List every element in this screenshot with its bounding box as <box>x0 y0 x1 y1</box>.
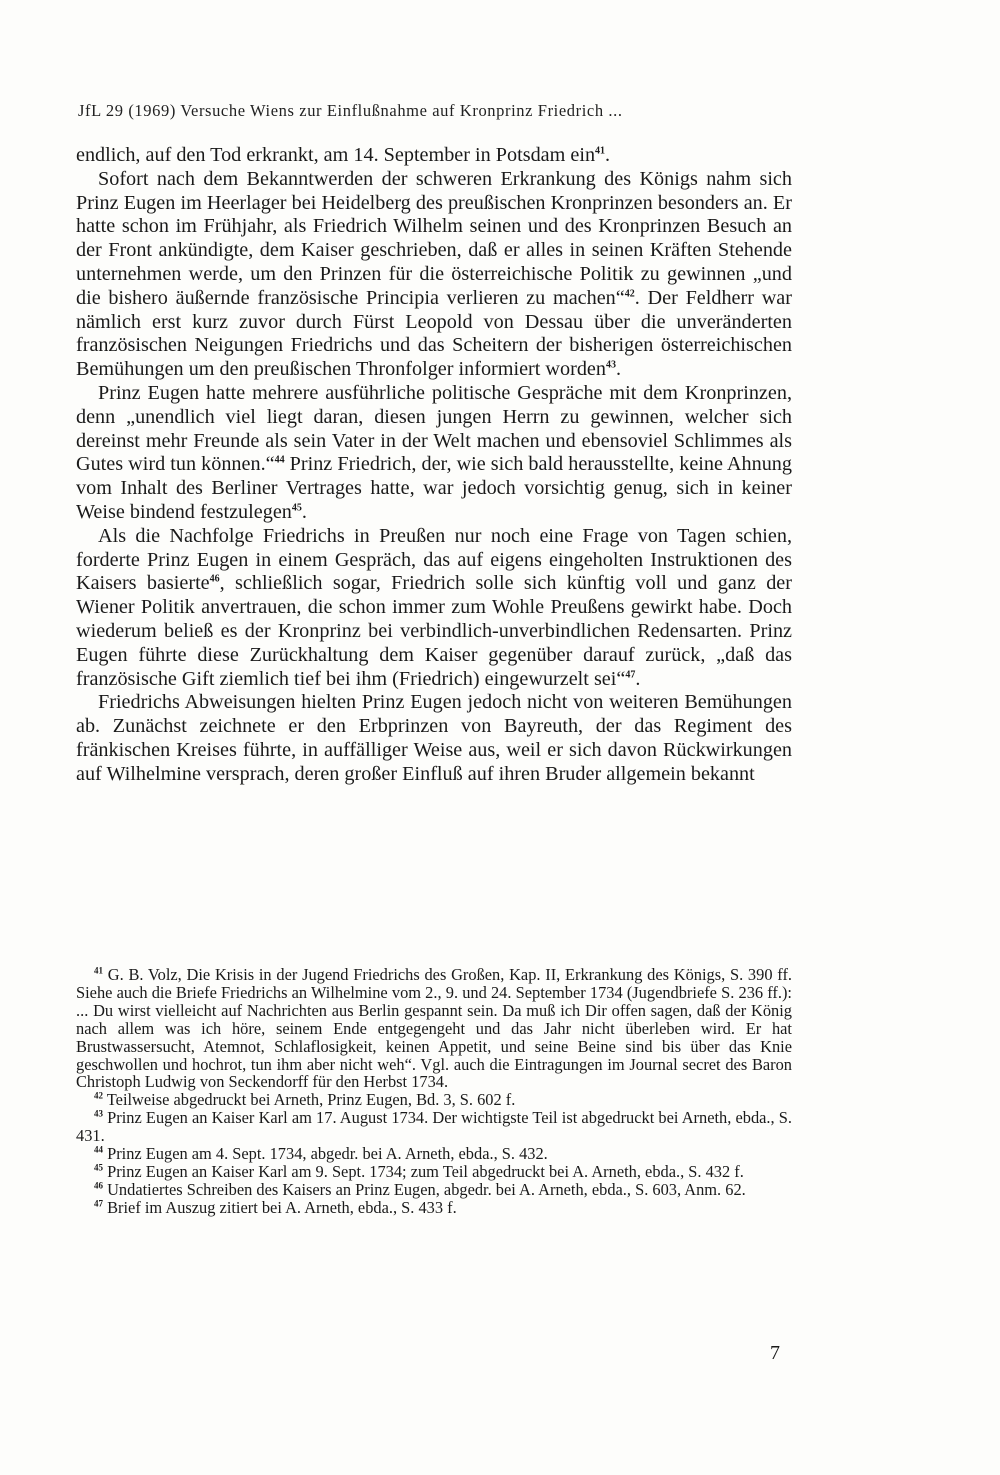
footnote-reference: 42 <box>624 288 635 300</box>
paragraph-text: Als die Nachfolge Friedrichs in Preußen nur noch eine Frage von Tagen schien, forderte Prinz Eugen in einem Gespräch, das auf eigens eingeholten Instruktionen des Kaisers basierte <box>76 524 792 595</box>
main-text <box>76 144 792 787</box>
footnote-number: 44 <box>94 1144 103 1155</box>
paragraph-text: Prinz Friedrich, der, wie sich bald herausstellte, keine Ahnung vom Inhalt des Berliner Vertrages hatte, war jedoch vorsichtig genug, sich in keiner Weise bindend festzulegen <box>76 453 792 523</box>
running-header: JfL 29 (1969) Versuche Wiens zur Einflußnahme auf Kronprinz Friedrich ... <box>78 101 623 120</box>
footnote-text: Undatiertes Schreiben des Kaisers an Prinz Eugen, abgedr. bei A. Arneth, ebda., S. 603, Anm. 62. <box>103 1179 746 1199</box>
paragraph-text: Friedrichs Abweisungen hielten Prinz Eugen jedoch nicht von weiteren Bemühungen ab. Zunächst zeichnete er den Erbprinzen von Bayreuth, der das Regiment des fränkischen Kreises führte, in auffälliger Weise aus, weil er sich davon Rückwirkungen auf Wilhelmine versprach, deren großer Einfluß auf ihren Bruder allgemein bekannt <box>76 691 792 785</box>
footnote-text: Prinz Eugen an Kaiser Karl am 9. Sept. 1734; zum Teil abgedruckt bei A. Arneth, ebda., S. 432 f. <box>103 1161 744 1181</box>
footnote-reference: 43 <box>605 359 616 371</box>
paragraph <box>76 525 792 692</box>
footnote-text: G. B. Volz, Die Krisis in der Jugend Friedrichs des Großen, Kap. II, Erkrankung des Königs, S. 390 ff. Siehe auch die Briefe Friedrichs an Wilhelmine vom 2., 9. und 24. September 1734 (Jugendbriefe S. 236 ff.): ... Du wirst vielleicht auf Nachrichten aus Berlin gespannt sein. Da muß ich Dir offen sagen, daß der König nach allem was ich höre, seinem Ende entgegengeht und das Jahr nicht überleben wird. Er hat Brustwassersucht, Atemnot, Schlaflosigkeit, keinen Appetit, und seine Beine sind bis über das Knie geschwollen und hochrot, tun ihm aber nicht weh“. Vgl. auch die Eintragungen im Journal secret des Baron Christoph Ludwig von Seckendorff für den Herbst 1734. <box>76 965 792 1092</box>
paragraph-text: . <box>301 500 307 523</box>
paragraph-text: . <box>635 667 641 690</box>
paragraph-text: , schließlich sogar, Friedrich solle sich künftig voll und ganz der Wiener Politik anvertrauen, die schon immer zum Wohle Preußens gewirkt habe. Doch wiederum beließ es der Kronprinz bei verbindlich-unverbindlichen Redensarten. Prinz Eugen führte diese Zurückhaltung dem Kaiser gegenüber darauf zurück, „daß das französische Gift ziemlich tief bei ihm (Friedrich) eingewurzelt sei“ <box>76 572 792 690</box>
paragraph-text: Prinz Eugen hatte mehrere ausführliche politische Gespräche mit dem Kronprinzen, denn „unendlich viel liegt daran, diesen jungen Herrn zu gewinnen, welcher sich dereinst mehr Freunde als sein Vater in der Welt machen und ebensoviel Schlimmes als Gutes wird tun können.“ <box>76 381 792 476</box>
paragraph <box>76 144 792 168</box>
footnotes <box>76 966 792 1217</box>
footnote-number: 47 <box>94 1198 103 1209</box>
footnote <box>76 1091 792 1109</box>
paragraph <box>76 168 792 382</box>
footnote-number: 41 <box>94 965 103 976</box>
footnote-reference: 47 <box>625 668 636 680</box>
footnote <box>76 1109 792 1145</box>
footnote-text: Prinz Eugen an Kaiser Karl am 17. August 1734. Der wichtigste Teil ist abgedruckt bei Arneth, ebda., S. 431. <box>76 1108 792 1146</box>
footnote <box>76 1145 792 1163</box>
footnote-reference: 45 <box>291 502 302 514</box>
paragraph-text: . <box>605 144 611 166</box>
footnote-number: 43 <box>94 1108 103 1119</box>
footnote-text: Brief im Auszug zitiert bei A. Arneth, ebda., S. 433 f. <box>103 1197 457 1217</box>
footnote-number: 46 <box>94 1180 103 1191</box>
footnote <box>76 1181 792 1199</box>
footnote-reference: 41 <box>595 145 606 157</box>
footnote-text: Teilweise abgedruckt bei Arneth, Prinz Eugen, Bd. 3, S. 602 f. <box>103 1090 516 1110</box>
paragraph-text: Sofort nach dem Bekanntwerden der schweren Erkrankung des Königs nahm sich Prinz Eugen im Heerlager bei Heidelberg des preußischen Kronprinzen besonders an. Er hatte schon im Frühjahr, als Friedrich Wilhelm seinen und des Kronprinzen Besuch an der Front ankündigte, dem Kaiser geschrieben, daß er alles in seinen Kräften Stehende unternehmen werde, um den Prinzen für die österreichische Politik zu gewinnen „und die bishero äußernde französische Principia verlieren zu machen“ <box>76 167 792 309</box>
footnote <box>76 1199 792 1217</box>
paragraph-text: . <box>615 358 622 381</box>
footnote <box>76 966 792 1091</box>
footnote-text: Prinz Eugen am 4. Sept. 1734, abgedr. bei A. Arneth, ebda., S. 432. <box>103 1144 548 1164</box>
footnote-reference: 46 <box>209 573 220 585</box>
footnote <box>76 1163 792 1181</box>
footnote-reference: 44 <box>274 454 285 466</box>
footnote-number: 42 <box>94 1090 103 1101</box>
paragraph <box>76 691 792 786</box>
paragraph-text: . Der Feldherr war nämlich erst kurz zuvor durch Fürst Leopold von Dessau über die unveränderten französischen Neigungen Friedrichs und das Scheitern der bisherigen österreichischen Bemühungen um den preußischen Thronfolger informiert worden <box>76 286 792 381</box>
page-number: 7 <box>770 1342 780 1364</box>
paragraph-text: endlich, auf den Tod erkrankt, am 14. September in Potsdam ein <box>76 144 596 166</box>
paragraph <box>76 382 792 525</box>
footnote-number: 45 <box>94 1162 103 1173</box>
